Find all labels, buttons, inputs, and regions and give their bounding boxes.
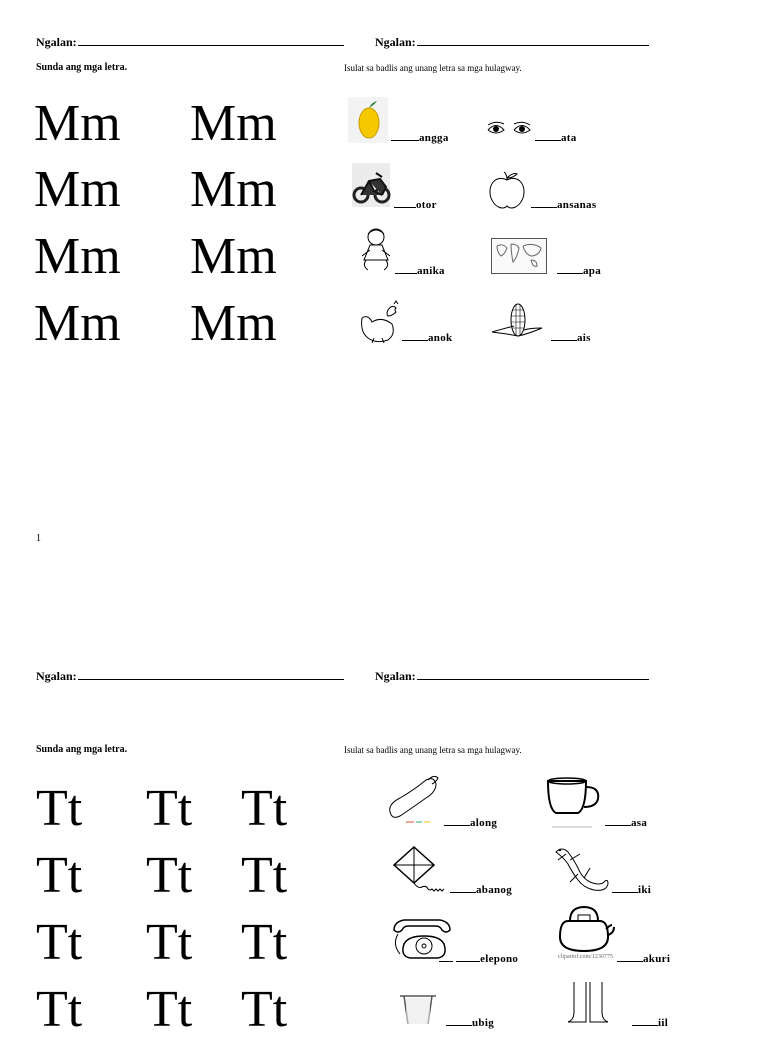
trace-letter: Mm	[34, 95, 121, 152]
trace-letter: Tt	[146, 981, 193, 1038]
answer-blank[interactable]	[395, 264, 417, 274]
word-item: anok	[402, 331, 452, 344]
name-field-left-1[interactable]	[36, 35, 344, 50]
write-instruction: Isulat sa badlis ang unang letra sa mga hulagway.	[344, 63, 522, 73]
trace-letter: Tt	[36, 981, 83, 1038]
word-item: asa	[605, 816, 647, 829]
answer-blank[interactable]	[394, 198, 416, 208]
trace-letter: Tt	[241, 981, 288, 1038]
answer-blank[interactable]	[557, 264, 583, 274]
answer-blank[interactable]	[617, 952, 643, 962]
word-item: ata	[535, 131, 577, 144]
word-item: along	[444, 816, 497, 829]
corn-icon	[490, 302, 544, 344]
answer-blank[interactable]	[531, 198, 557, 208]
name-blank-line[interactable]	[78, 35, 344, 46]
answer-blank[interactable]	[605, 816, 631, 826]
page-number: 1	[36, 533, 41, 544]
image-watermark: clipartof.com/1230775	[558, 954, 613, 960]
kettle-icon	[556, 905, 614, 957]
word-item: abanog	[450, 883, 512, 896]
answer-blank[interactable]	[632, 1016, 658, 1026]
answer-blank[interactable]	[439, 952, 453, 962]
trace-instruction: Sunda ang mga letra.	[36, 744, 128, 755]
word-item: otor	[394, 198, 437, 211]
trace-letter: Tt	[241, 914, 288, 971]
legs-icon	[560, 982, 628, 1024]
trace-letter: Mm	[190, 161, 277, 218]
name-field-right-2[interactable]	[375, 669, 649, 684]
write-instruction: Isulat sa badlis ang unang letra sa mga hulagway.	[344, 745, 522, 755]
answer-blank[interactable]	[402, 331, 428, 341]
word-item: akuri	[617, 952, 670, 965]
word-item: elepono	[439, 952, 518, 965]
trace-letter: Mm	[34, 161, 121, 218]
word-item: anika	[395, 264, 445, 277]
word-item: ubig	[446, 1016, 494, 1029]
answer-blank[interactable]	[444, 816, 470, 826]
gecko-icon	[548, 844, 610, 898]
word-item: ansanas	[531, 198, 596, 211]
name-label: Ngalan:	[375, 669, 416, 683]
glass-icon	[396, 994, 444, 1024]
trace-letter: Mm	[190, 95, 277, 152]
trace-letter: Tt	[241, 847, 288, 904]
answer-blank[interactable]	[612, 883, 638, 893]
trace-letter: Mm	[34, 228, 121, 285]
answer-blank[interactable]	[535, 131, 561, 141]
answer-blank[interactable]	[391, 131, 419, 141]
name-blank-line[interactable]	[417, 35, 649, 46]
cup-icon	[544, 775, 604, 829]
eyes-icon	[486, 121, 532, 137]
name-label: Ngalan:	[36, 669, 77, 683]
trace-letter: Tt	[36, 780, 83, 837]
trace-letter: Tt	[36, 914, 83, 971]
doll-icon	[356, 226, 396, 274]
trace-instruction: Sunda ang mga letra.	[36, 62, 128, 73]
trace-letter: Mm	[190, 295, 277, 352]
name-label: Ngalan:	[375, 35, 416, 49]
trace-letter: Mm	[190, 228, 277, 285]
answer-blank[interactable]	[446, 1016, 472, 1026]
trace-letter: Tt	[241, 780, 288, 837]
name-field-left-2[interactable]	[36, 669, 344, 684]
word-item: apa	[557, 264, 601, 277]
name-blank-line[interactable]	[78, 669, 344, 680]
answer-blank[interactable]	[456, 952, 480, 962]
kite-icon	[390, 845, 450, 893]
word-item: iil	[632, 1016, 668, 1029]
motorcycle-icon	[352, 163, 390, 207]
trace-letter: Tt	[146, 914, 193, 971]
apple-icon	[487, 170, 527, 210]
eggplant-icon	[386, 774, 442, 824]
name-field-right-1[interactable]	[375, 35, 649, 50]
map-icon	[491, 238, 547, 274]
name-blank-line[interactable]	[417, 669, 649, 680]
word-item: ais	[551, 331, 591, 344]
trace-letter: Tt	[36, 847, 83, 904]
trace-letter: Mm	[34, 295, 121, 352]
name-label: Ngalan:	[36, 35, 77, 49]
mango-icon	[348, 97, 388, 143]
word-item: angga	[391, 131, 449, 144]
answer-blank[interactable]	[450, 883, 476, 893]
trace-letter: Tt	[146, 780, 193, 837]
trace-letter: Tt	[146, 847, 193, 904]
answer-blank[interactable]	[551, 331, 577, 341]
chicken-icon	[356, 300, 400, 344]
word-item: iki	[612, 883, 651, 896]
